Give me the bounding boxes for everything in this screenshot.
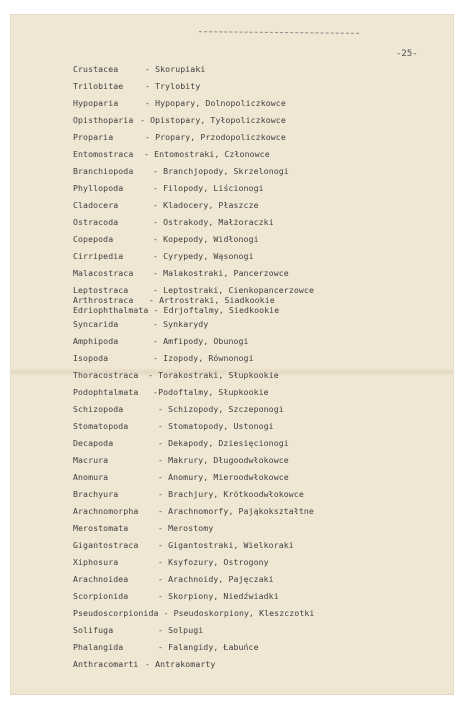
glossary-entry (73, 557, 269, 567)
entry-separator: - (148, 183, 164, 193)
entry-separator: - (148, 319, 164, 329)
entry-translation: Arachnomorfy, Pająkokształtne (168, 506, 314, 516)
entry-term: Entomostraca (73, 149, 134, 159)
entry-term: Anthracomarti (73, 659, 139, 669)
glossary-entry (73, 251, 254, 261)
entry-separator: - (148, 336, 164, 346)
entry-translation: Anomury, Mieroodwłokowce (168, 472, 289, 482)
glossary-entry (73, 540, 294, 550)
entry-translation: Izopody, Równonogi (163, 353, 254, 363)
entry-separator: - (140, 659, 156, 669)
entry-separator: - (153, 506, 169, 516)
entry-translation: Hypopary, Dolnopoliczkowce (155, 98, 286, 108)
glossary-entry (73, 574, 274, 584)
entry-separator: - (140, 81, 156, 91)
entry-separator: - (148, 370, 159, 380)
entry-term: Anomura (73, 472, 109, 482)
entry-translation: Skorupiaki (155, 64, 206, 74)
entry-translation: Malakostraki, Pancerzowce (163, 268, 289, 278)
entry-translation: Pseudoskorpiony, Kleszczotki (173, 608, 315, 618)
entry-translation: Gigantostraki, Wielkoraki (168, 540, 294, 550)
entry-term: Arachnoidea (73, 574, 129, 584)
entry-translation: Trylobity (155, 81, 201, 91)
entry-separator: - (148, 353, 164, 363)
entry-term: Thoracostraca (73, 370, 139, 380)
entry-translation: Dekapody, Dziesięcionogi (168, 438, 289, 448)
entry-translation: Brachjury, Krótkoodwłokowce (168, 489, 304, 499)
entry-separator: - (140, 115, 151, 125)
glossary-entry (73, 200, 259, 210)
entry-term: Copepoda (73, 234, 114, 244)
entry-separator: - (153, 591, 169, 601)
entry-translation: Antrakomarty (155, 659, 216, 669)
glossary-entry (73, 506, 314, 516)
entry-translation: Kladocery, Płaszcze (163, 200, 259, 210)
entry-term: Podophtalmata (73, 387, 139, 397)
glossary-entry (73, 115, 286, 125)
entry-term: Xiphosura (73, 557, 119, 567)
entry-translation: Skorpiony, Niedźwiadki (168, 591, 279, 601)
entry-separator: - (153, 455, 169, 465)
entry-translation: Artrostraki, Siadkookie (159, 295, 275, 305)
entry-translation: Solpugi (168, 625, 204, 635)
glossary-entry (73, 132, 286, 142)
entry-term: Phalangida (73, 642, 124, 652)
glossary-entry (73, 336, 249, 346)
entry-separator: - (148, 200, 164, 210)
entry-translation: Stomatopody, Ustonogi (168, 421, 274, 431)
glossary-entry (73, 642, 259, 652)
entry-term: Branchiopoda (73, 166, 134, 176)
entry-translation: Podoftalmy, Słupkookie (158, 387, 269, 397)
entry-term: Amphipoda (73, 336, 119, 346)
entry-term: Opisthoparia (73, 115, 134, 125)
glossary-entry (73, 183, 264, 193)
entry-term: Isopoda (73, 353, 109, 363)
entry-translation: Ostrakody, Małżoraczki (163, 217, 274, 227)
entry-translation: Edrjoftalmy, Siedkookie (163, 305, 280, 315)
glossary-entry (73, 608, 314, 618)
entry-term: Gigantostraca (73, 540, 139, 550)
glossary-entry (73, 523, 213, 533)
entry-term: Proparia (73, 132, 114, 142)
entry-separator: - (148, 268, 164, 278)
glossary-entry (73, 81, 200, 91)
entry-translation: Filopody, Liścionogi (163, 183, 264, 193)
entry-separator: - (148, 217, 164, 227)
entry-term: Edriophthalmata (73, 305, 149, 315)
entry-separator: - (153, 472, 169, 482)
entry-term: Macrura (73, 455, 109, 465)
entry-separator: - (153, 523, 169, 533)
entry-separator: - (153, 557, 169, 567)
entry-separator: - (158, 608, 174, 618)
glossary-entry (73, 98, 286, 108)
glossary-entry (73, 404, 284, 414)
glossary-entry (73, 591, 279, 601)
entry-term: Arachnomorpha (73, 506, 139, 516)
glossary-entry (73, 64, 205, 74)
entry-term: Ostracoda (73, 217, 119, 227)
entry-translation: Arachnoidy, Pajęczaki (168, 574, 274, 584)
entry-term: Trilobitae (73, 81, 124, 91)
glossary-entry (73, 387, 269, 397)
entry-translation: Kopepody, Widłonogi (163, 234, 259, 244)
entry-term: Malacostraca (73, 268, 134, 278)
entry-translation: Cyrypedy, Wąsonogi (163, 251, 254, 261)
entry-term: Merostomata (73, 523, 129, 533)
entry-separator: - (153, 438, 169, 448)
entry-translation: Branchjopody, Skrzelonogi (163, 166, 289, 176)
entry-separator: - (148, 234, 164, 244)
entry-separator: - (153, 404, 169, 414)
glossary-entry (73, 217, 274, 227)
entry-translation: Synkarydy (163, 319, 209, 329)
entry-term: Cladocera (73, 200, 119, 210)
entry-term: Stomatopoda (73, 421, 129, 431)
glossary-entry (73, 285, 314, 295)
entry-translation: Merostomy (168, 523, 214, 533)
glossary-entry (73, 319, 208, 329)
glossary-entry (73, 625, 203, 635)
glossary-entry (73, 421, 274, 431)
glossary-entry (73, 149, 270, 159)
entry-separator: - (140, 64, 156, 74)
page-number: -25- (396, 49, 418, 59)
entry-separator: - (144, 295, 160, 305)
entry-translation: Falangidy, Łabuńce (168, 642, 259, 652)
glossary-entry (73, 234, 259, 244)
entry-separator: - (140, 132, 156, 142)
glossary-entry (73, 659, 215, 669)
entry-translation: Entomostraki, Członowce (154, 149, 270, 159)
entry-translation: Makrury, Długoodwłokowce (168, 455, 289, 465)
entry-term: Phyllopoda (73, 183, 124, 193)
entry-separator: - (153, 421, 169, 431)
glossary-entry (73, 472, 289, 482)
entry-separator: - (148, 251, 164, 261)
entry-separator: - (144, 149, 155, 159)
entry-translation: Torakostraki, Słupkookie (158, 370, 279, 380)
entry-term: Leptostraca (73, 285, 129, 295)
entry-term: Crustacea (73, 64, 119, 74)
entry-translation: Ksyfozury, Ostrogony (168, 557, 269, 567)
entry-separator: - (148, 285, 164, 295)
entry-term: Arthrostraca (73, 295, 134, 305)
entry-separator: - (153, 489, 169, 499)
entry-term: Pseudoscorpionida (73, 608, 159, 618)
entry-term: Syncarida (73, 319, 119, 329)
entry-separator: - (153, 625, 169, 635)
glossary-entry (73, 305, 279, 315)
entry-translation: Opistopary, Tyłopoliczkowce (150, 115, 286, 125)
glossary-entry (73, 353, 254, 363)
entry-translation: Leptostraki, Cienkopancerzowce (163, 285, 314, 295)
glossary-entry (73, 489, 304, 499)
entry-separator: - (140, 98, 156, 108)
glossary-entry (73, 166, 289, 176)
entry-separator: - (153, 540, 169, 550)
entry-translation: Propary, Przodopoliczkowce (155, 132, 286, 142)
entry-separator: - (153, 574, 169, 584)
entry-term: Scorpionida (73, 591, 129, 601)
entry-term: Hypoparia (73, 98, 119, 108)
entry-separator: - (153, 642, 169, 652)
entry-separator: - (148, 305, 164, 315)
glossary-entry (73, 455, 289, 465)
glossary-entry (73, 370, 279, 380)
glossary-entry (73, 295, 275, 305)
entry-term: Brachyura (73, 489, 119, 499)
glossary-entry (73, 438, 289, 448)
entry-translation: Amfipody, Obunogi (163, 336, 249, 346)
entry-translation: Schizopody, Szczeponogi (168, 404, 284, 414)
entry-separator: - (148, 387, 159, 397)
entry-term: Cirripedia (73, 251, 124, 261)
glossary-entry (73, 268, 289, 278)
entry-term: Schizopoda (73, 404, 124, 414)
entry-separator: - (148, 166, 164, 176)
entry-term: Solifuga (73, 625, 114, 635)
entry-term: Decapoda (73, 438, 114, 448)
